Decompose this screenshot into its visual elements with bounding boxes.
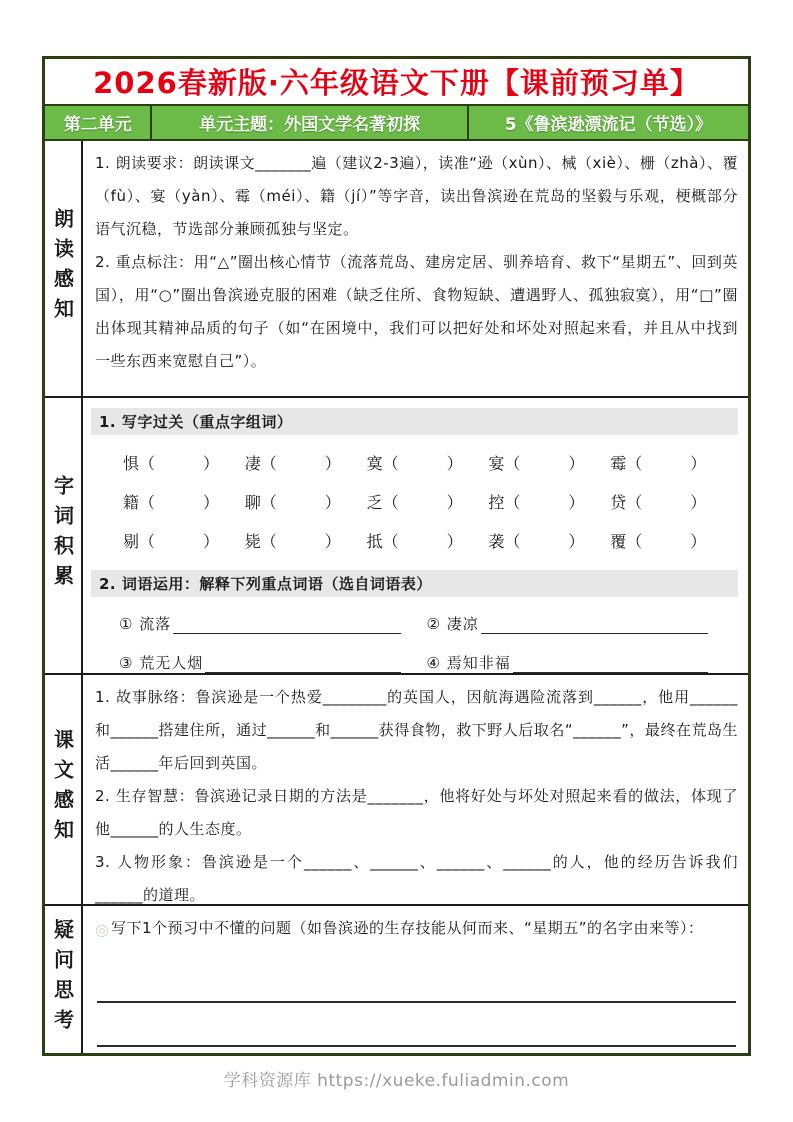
word-item: [427, 613, 735, 634]
section-reading-label: 朗读感知: [45, 141, 83, 396]
comprehension-item-1: 1. 故事脉络：鲁滨逊是一个热爱________的英国人，因航海遇险流落到______，他用______和______搭建住所，通过______和______获得食物，救下野人后取名“______”，最终在荒岛生活______年后回到英国。: [95, 687, 738, 772]
word-item: [119, 613, 427, 634]
answer-blank: [173, 616, 400, 634]
words-part2-title: 2. 词语运用：解释下列重点词语（选自词语表）: [91, 570, 738, 597]
char-item: 贷（ ）: [610, 492, 707, 512]
char-item: 毙（ ）: [244, 531, 341, 551]
char-item: 聊（ ）: [244, 492, 341, 512]
page-title: 2026春新版·六年级语文下册【课前预习单】: [93, 66, 700, 101]
section-words: [45, 398, 748, 675]
section-questions-body: [83, 906, 748, 1053]
word-term: ② 凄凉: [426, 614, 479, 633]
reading-item-2: 2. 重点标注：用“△”圈出核心情节（流落荒岛、建房定居、驯养培育、救下“星期五”、回到英国），用“○”圈出鲁滨逊克服的困难（缺乏住所、食物短缺、遭遇野人、孤独寂寞），用“□”圈出体现其精神品质的句子（如“在困境中，我们可以把好处和坏处对照起来看，并且从中找到一些东西来宽慰自己”）。: [95, 252, 738, 370]
char-item: 剔（ ）: [123, 531, 220, 551]
answer-blank: [481, 616, 708, 634]
writing-line: [97, 959, 736, 1003]
word-definition-list: [95, 603, 738, 673]
word-term: ① 流落: [119, 614, 172, 633]
word-item: [119, 652, 427, 673]
word-item: [427, 652, 735, 673]
unit-theme: 单元主题：外国文学名著初探: [150, 106, 466, 139]
char-item: 惧（ ）: [123, 453, 220, 473]
char-item: 乏（ ）: [366, 492, 463, 512]
section-questions: [45, 906, 748, 1053]
char-item: 袭（ ）: [488, 531, 585, 551]
char-item: 凄（ ）: [244, 453, 341, 473]
char-item: 抵（ ）: [366, 531, 463, 551]
word-term: ③ 荒无人烟: [119, 653, 204, 672]
unit-header: [45, 106, 748, 141]
question-prompt: 写下1个预习中不懂的问题（如鲁滨逊的生存技能从何而来、“星期五”的名字由来等）：: [110, 918, 704, 937]
char-item: 霉（ ）: [610, 453, 707, 473]
word-term: ④ 焉知非福: [426, 653, 511, 672]
character-practice-grid: [95, 441, 738, 566]
section-reading-body: [83, 141, 748, 396]
section-words-label: 字词积累: [45, 398, 83, 673]
words-part1-title: 1. 写字过关（重点字组词）: [91, 408, 738, 435]
section-reading: [45, 141, 748, 398]
lesson-title: 5《鲁滨逊漂流记（节选）》: [467, 106, 748, 139]
question-prompt-row: [95, 912, 738, 947]
char-item: 控（ ）: [488, 492, 585, 512]
reading-item-1: 1. 朗读要求：朗读课文_______遍（建议2-3遍），读准“逊（xùn）、械（xiè）、栅（zhà）、覆（fù）、宴（yàn）、霉（méi）、籍（jí）”等字音，读出鲁滨逊在荒岛的坚毅与乐观，梗概部分语气沉稳，节选部分兼顾孤独与坚定。: [95, 153, 738, 238]
unit-number: 第二单元: [63, 115, 132, 136]
writing-line: [97, 1003, 736, 1047]
comprehension-item-2: 2. 生存智慧：鲁滨逊记录日期的方法是_______，他将好处与坏处对照起来看的做法，体现了他______的人生态度。: [95, 786, 738, 838]
char-item: 寞（ ）: [366, 453, 463, 473]
char-item: 籍（ ）: [123, 492, 220, 512]
worksheet-sheet: [42, 56, 751, 1056]
footer-watermark: 学科资源库 https://xueke.fuliadmin.com: [223, 1071, 570, 1091]
section-comprehension: [45, 675, 748, 906]
comprehension-item-3: 3. 人物形象：鲁滨逊是一个______、______、______、______的人，他的经历告诉我们______的道理。: [95, 852, 738, 904]
answer-blank: [205, 655, 400, 673]
char-item: 覆（ ）: [610, 531, 707, 551]
section-comprehension-body: [83, 675, 748, 904]
circle-bullet-icon: ◎: [95, 919, 109, 939]
section-comprehension-label: 课文感知: [45, 675, 83, 904]
section-words-body: [83, 398, 748, 673]
answer-blank: [513, 655, 708, 673]
char-item: 宴（ ）: [488, 453, 585, 473]
title-bar: [45, 59, 748, 106]
section-questions-label: 疑问思考: [45, 906, 83, 1053]
